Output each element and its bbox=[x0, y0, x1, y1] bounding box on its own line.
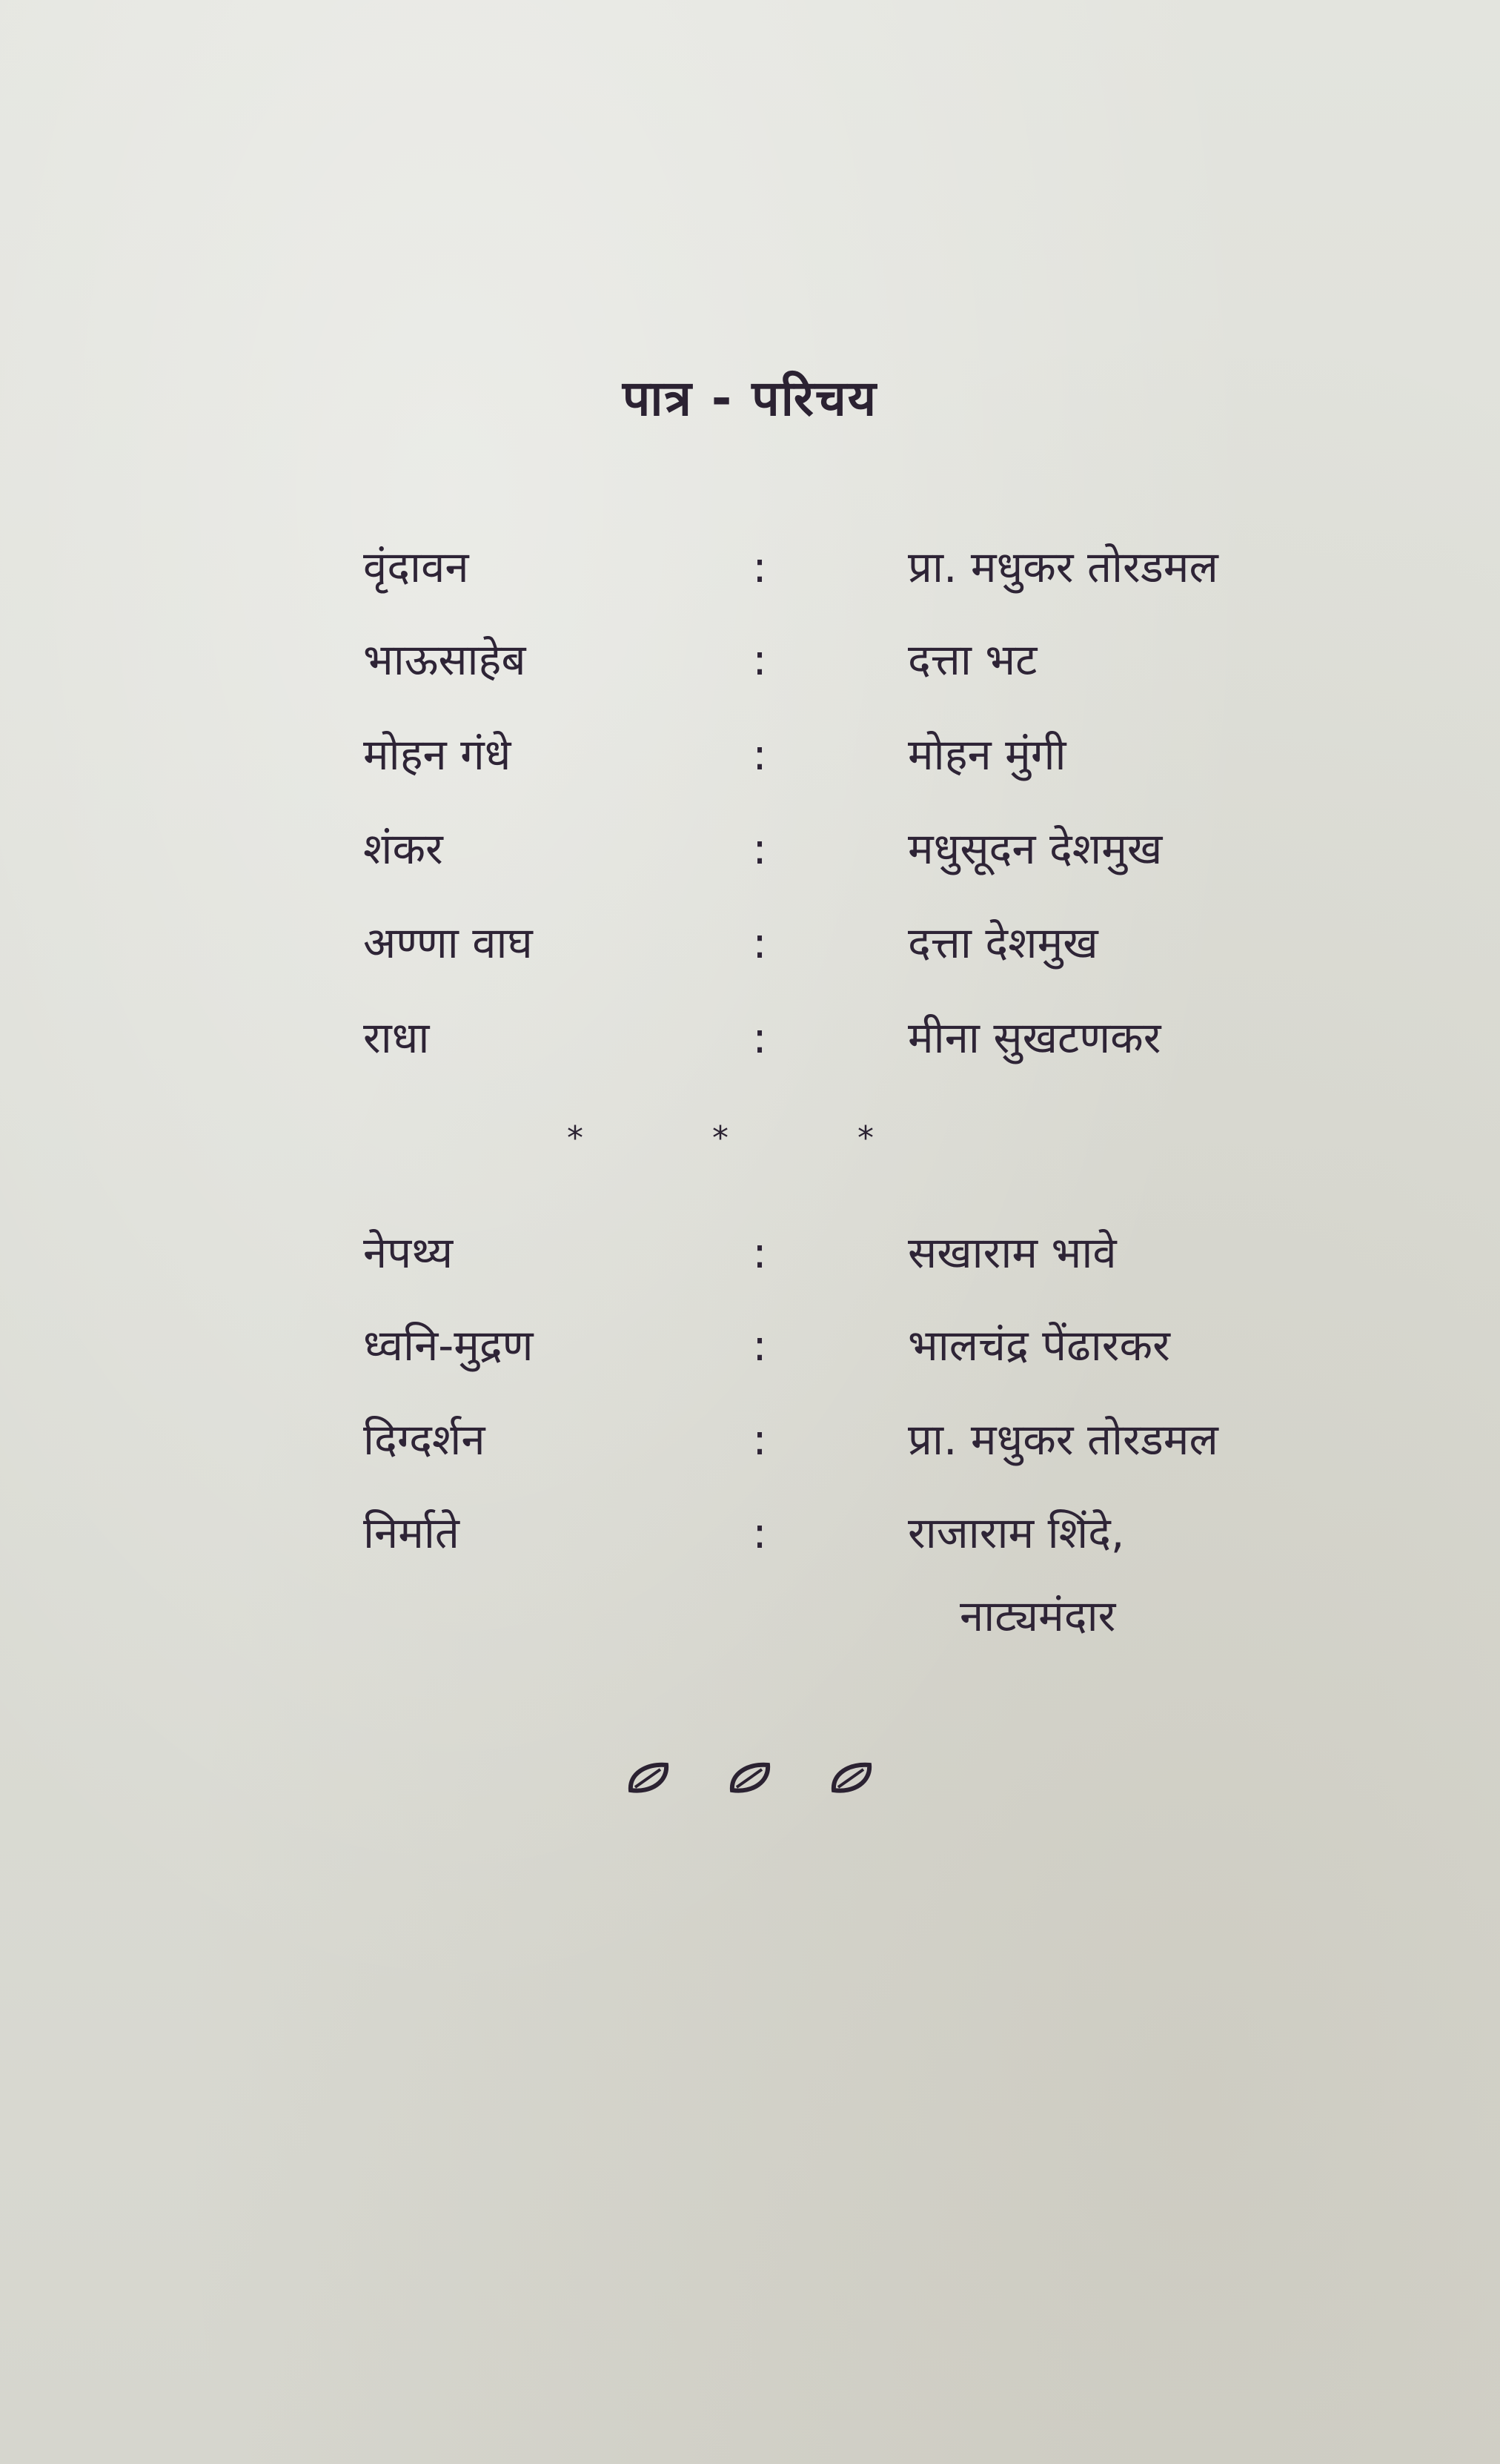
cast-row bbox=[0, 906, 1500, 980]
cast-actor: प्रा. मधुकर तोरडमल bbox=[908, 542, 1218, 592]
cast-role: मोहन गंधे bbox=[363, 729, 511, 780]
crew-member-line2: नाट्यमंदार bbox=[960, 1591, 1116, 1641]
separator: : bbox=[752, 1013, 767, 1063]
separator: : bbox=[752, 918, 767, 968]
cast-role: राधा bbox=[363, 1013, 430, 1063]
crew-member: भालचंद्र पेंढारकर bbox=[908, 1320, 1170, 1371]
crew-row-continued bbox=[0, 1579, 1500, 1653]
cast-actor: दत्ता भट bbox=[908, 635, 1038, 685]
cast-role: भाऊसाहेब bbox=[363, 635, 526, 685]
leaf-ornament-icon bbox=[728, 1761, 772, 1795]
cast-row bbox=[0, 718, 1500, 792]
crew-role: निर्माते bbox=[363, 1508, 459, 1558]
cast-row bbox=[0, 812, 1500, 886]
separator: : bbox=[752, 729, 767, 780]
cast-actor: मोहन मुंगी bbox=[908, 729, 1066, 780]
crew-member: राजाराम शिंदे, bbox=[908, 1508, 1125, 1558]
separator: : bbox=[752, 1414, 767, 1465]
crew-role: दिग्दर्शन bbox=[363, 1414, 485, 1465]
separator: : bbox=[752, 824, 767, 874]
cast-role: वृंदावन bbox=[363, 542, 469, 592]
separator: : bbox=[752, 635, 767, 685]
leaf-ornament-icon bbox=[626, 1761, 671, 1795]
crew-row bbox=[0, 1402, 1500, 1477]
crew-row bbox=[0, 1216, 1500, 1290]
crew-row bbox=[0, 1496, 1500, 1570]
crew-role: ध्वनि-मुद्रण bbox=[363, 1320, 534, 1371]
cast-row bbox=[0, 623, 1500, 697]
separator: : bbox=[752, 1508, 767, 1558]
ornament-row bbox=[0, 1761, 1500, 1798]
cast-row bbox=[0, 530, 1500, 604]
page-title: पात्र - परिचय bbox=[622, 370, 878, 427]
cast-row bbox=[0, 1001, 1500, 1075]
cast-actor: दत्ता देशमुख bbox=[908, 918, 1098, 968]
cast-role: शंकर bbox=[363, 824, 443, 874]
crew-member: सखाराम भावे bbox=[908, 1228, 1117, 1278]
crew-member: प्रा. मधुकर तोरडमल bbox=[908, 1414, 1218, 1465]
crew-role: नेपथ्य bbox=[363, 1228, 454, 1278]
leaf-ornament-icon bbox=[829, 1761, 874, 1795]
separator: : bbox=[752, 542, 767, 592]
cast-role: अण्णा वाघ bbox=[363, 918, 533, 968]
separator: : bbox=[752, 1228, 767, 1278]
crew-row bbox=[0, 1308, 1500, 1382]
cast-actor: मधुसूदन देशमुख bbox=[908, 824, 1163, 874]
star-divider: * * * bbox=[567, 1119, 933, 1157]
cast-actor: मीना सुखटणकर bbox=[908, 1013, 1161, 1063]
separator: : bbox=[752, 1320, 767, 1371]
